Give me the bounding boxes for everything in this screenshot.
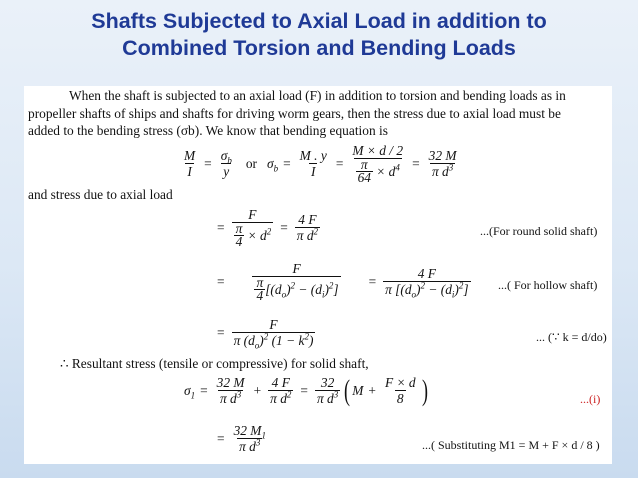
- frac-Fd-over-8: $\frac{F \times d}{8}$: [384, 375, 416, 406]
- bending-equation: $\frac{M}{I}$ = $\frac{\sigma_b}{y}$ or $\sigma_b$ = $\frac{M . y}{I}$ = M × d / 2 $\frac{\pi}{64}$ × $d^4$ = $\frac{32 M}{\pi d^3}$: [184, 143, 457, 185]
- slide-title-line-2: Combined Torsion and Bending Loads: [122, 36, 516, 60]
- note-k-definition: ... (∵ k = d/do): [536, 330, 607, 344]
- intro-paragraph: [28, 87, 612, 140]
- resultant-stress-equation: $\sigma_1$ = $\frac{32 M}{\pi d^3}$ + $\frac{4 F}{\pi d^2}$ = $\frac{32}{\pi d^3}$ ( M + $\frac{F \times d}{8}$ ): [184, 374, 428, 407]
- slide-title-line-1: Shafts Subjected to Axial Load in addition to: [91, 9, 547, 33]
- frac-32-over-pid3: $\frac{32}{\pi d^3}$: [316, 375, 339, 406]
- axial-stress-solid-equation: = F $\frac{\pi}{4}$ × $d^2$ = $\frac{4 F}{\pi d^2}$: [217, 207, 319, 249]
- frac-32M1-over-pid3: $\frac{32 M_1}{\pi d^3}$: [233, 423, 266, 454]
- note-hollow: ...( For hollow shaft): [498, 278, 598, 292]
- frac-F-over-hollow-area: F $\frac{\pi}{4}$ $[(d_o)^2 - (d_i)^2]$: [232, 262, 362, 302]
- frac-sigma-over-y: $\frac{\sigma_b}{y}$: [220, 148, 232, 179]
- frac-Md2-over-pi64: M × d / 2 $\frac{\pi}{64}$ × $d^4$: [352, 143, 404, 185]
- frac-32M-over-pid3: $\frac{32 M}{\pi d^3}$: [428, 148, 457, 179]
- frac-F-over-k-form: $\frac{F}{\pi (d_o)^2 (1 - k^2)}$: [233, 317, 314, 351]
- frac-My-over-I: $\frac{M . y}{I}$: [299, 148, 327, 179]
- intro-line-3: added to the bending stress (σb). We know that bending equation is: [28, 123, 388, 138]
- axial-stress-k-equation: = $\frac{F}{\pi (d_o)^2 (1 - k^2)}$: [217, 317, 314, 351]
- frac-F-over-area: F $\frac{\pi}{4}$ × $d^2$: [232, 208, 274, 248]
- equation-tag: ...(i): [580, 392, 601, 406]
- note-substituting: ...( Substituting M1 = M + F × d / 8 ): [422, 438, 600, 452]
- axial-stress-hollow-equation: = F $\frac{\pi}{4}$ $[(d_o)^2 - (d_i)^2]$ = $\frac{4 F}{\pi [(d_o)^2 - (d_i)^2]}$: [217, 261, 469, 303]
- content-panel: [24, 86, 612, 464]
- resultant-stress-label: ∴ Resultant stress (tensile or compressive) for solid shaft,: [60, 356, 369, 371]
- frac-4F-over-pi-hollow: $\frac{4 F}{\pi [(d_o)^2 - (d_i)^2]}$: [385, 266, 469, 300]
- frac-4F-over-pid2: $\frac{4 F}{\pi d^2}$: [296, 212, 319, 243]
- equivalent-moment-equation: = $\frac{32 M_1}{\pi d^3}$: [217, 423, 266, 454]
- slide-title: [0, 8, 638, 62]
- intro-line-2: propeller shafts of ships and shafts for driving worm gears, then the stress due to axial load must be: [28, 105, 561, 121]
- note-round-solid: ...(For round solid shaft): [480, 224, 598, 238]
- frac-4F-over-pid2-b: $\frac{4 F}{\pi d^2}$: [270, 375, 292, 406]
- frac-32M-over-pid3-b: $\frac{32 M}{\pi d^3}$: [216, 375, 245, 406]
- intro-line-1: When the shaft is subjected to an axial load (F) in addition to torsion and bending loads as in: [69, 88, 566, 103]
- frac-M-over-I: $\frac{M}{I}$: [184, 148, 196, 179]
- axial-load-label: and stress due to axial load: [28, 187, 173, 202]
